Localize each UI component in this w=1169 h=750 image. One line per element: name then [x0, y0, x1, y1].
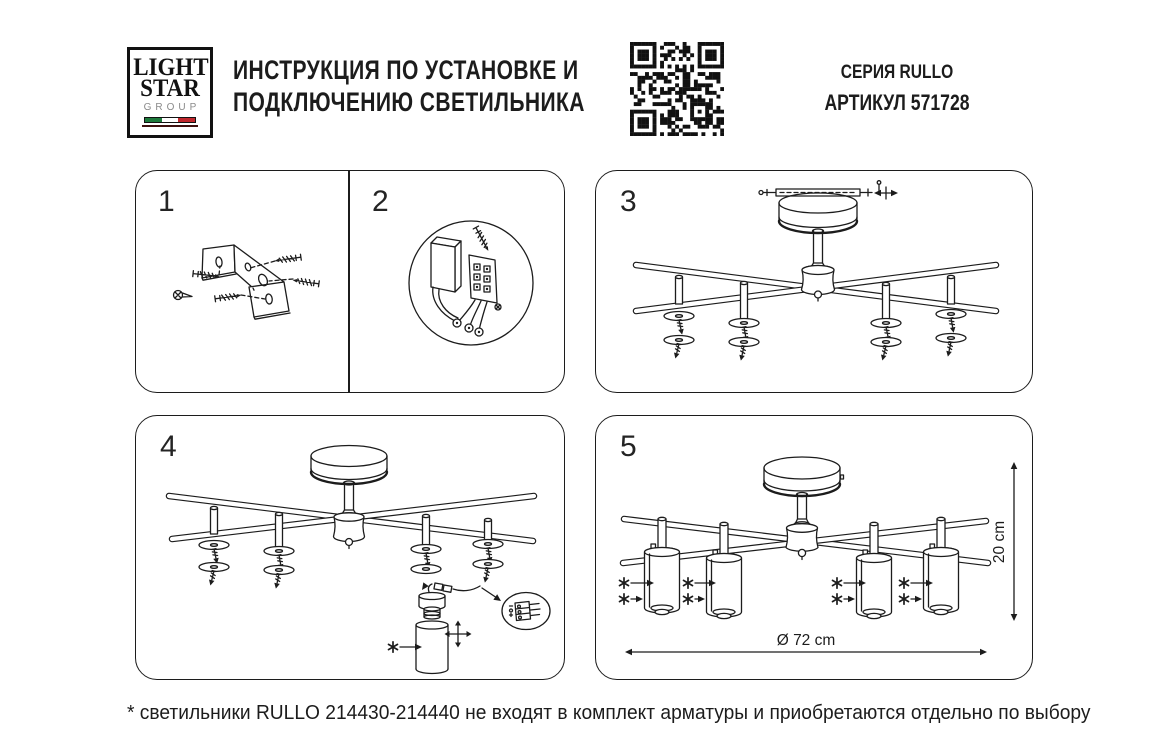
- step-5-number: 5: [620, 430, 637, 463]
- logo-group: GROUP: [143, 102, 201, 113]
- step1-bracket-diagram: [136, 171, 348, 394]
- footnote: * светильники RULLO 214430-214440 не входят в комплект арматуры и приобретаются отдельно по выбору: [127, 702, 1091, 724]
- step3-frame-assembly-diagram: [596, 171, 1031, 391]
- logo-star: STAR: [140, 75, 200, 102]
- step-5-panel: [595, 415, 1033, 680]
- step-3-number: 3: [620, 185, 637, 218]
- step-4-panel: [135, 415, 565, 680]
- article-label: АРТИКУЛ 571728: [824, 90, 970, 115]
- logo-light: LIGHT: [133, 54, 209, 81]
- italian-flag-icon: [144, 117, 196, 123]
- title-line-2: ПОДКЛЮЧЕНИЮ СВЕТИЛЬНИКА: [233, 87, 585, 118]
- series-label: СЕРИЯ RULLO: [840, 62, 954, 83]
- step4-lamp-connection-diagram: [136, 416, 563, 678]
- step-1-2-panel: [135, 170, 565, 393]
- step-4-number: 4: [160, 430, 177, 463]
- diameter-dimension-label: Ø 72 cm: [776, 632, 836, 649]
- page-title: [233, 54, 585, 119]
- step-3-panel: [595, 170, 1033, 393]
- product-info: [772, 62, 1022, 116]
- flag-underline: [142, 125, 198, 127]
- qr-code: [630, 42, 724, 136]
- height-dimension-label: 20 cm: [991, 520, 1008, 564]
- lightstar-logo: [127, 47, 213, 138]
- step-1-number: 1: [158, 185, 175, 218]
- step-2-number: 2: [372, 185, 389, 218]
- title-line-1: ИНСТРУКЦИЯ ПО УСТАНОВКЕ И: [233, 55, 579, 85]
- step5-final-assembly-diagram: [596, 416, 1031, 678]
- step2-wiring-diagram: [349, 171, 566, 394]
